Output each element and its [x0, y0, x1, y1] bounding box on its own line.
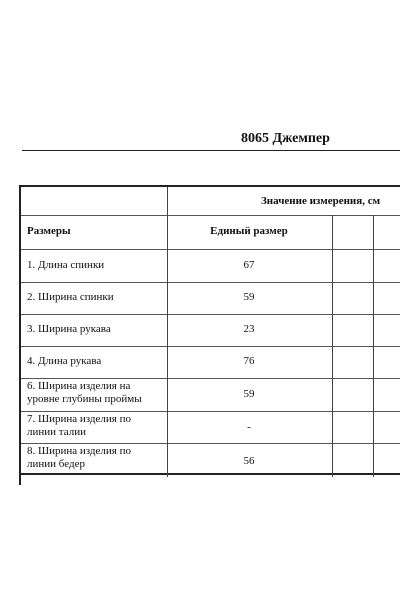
measurement-header: Значение измерения, см [261, 195, 381, 207]
document-title: 8065 Джемпер [241, 131, 330, 146]
row-divider [21, 249, 400, 250]
row-divider [21, 411, 400, 412]
row-divider [21, 314, 400, 315]
row-label: 6. Ширина изделия на уровне глубины проймы [27, 380, 142, 405]
row-label: 3. Ширина рукава [27, 323, 111, 335]
row-label: 7. Ширина изделия по линии талии [27, 413, 131, 438]
row-value: 23 [243, 323, 255, 335]
single-size-header: Единый размер [210, 225, 288, 237]
row-divider [21, 282, 400, 283]
row-label: 2. Ширина спинки [27, 291, 114, 303]
row-value: 76 [243, 355, 255, 367]
col-divider [373, 215, 374, 477]
row-value: - [247, 421, 251, 433]
row-label: 8. Ширина изделия по линии бедер [27, 445, 131, 470]
title-underline [22, 150, 400, 151]
row-value: 56 [243, 455, 255, 467]
size-table [19, 185, 400, 475]
row-value: 67 [243, 259, 255, 271]
row-divider [167, 215, 400, 216]
row-label: 1. Длина спинки [27, 259, 105, 271]
row-label: 4. Длина рукава [27, 355, 102, 367]
row-divider [21, 215, 167, 216]
row-value: 59 [243, 291, 255, 303]
row-divider [21, 443, 400, 444]
row-divider [21, 346, 400, 347]
col-divider [332, 215, 333, 477]
row-divider [21, 378, 400, 379]
table-bottom-stub [19, 475, 23, 485]
sizes-header: Размеры [27, 225, 71, 237]
row-value: 59 [243, 388, 255, 400]
